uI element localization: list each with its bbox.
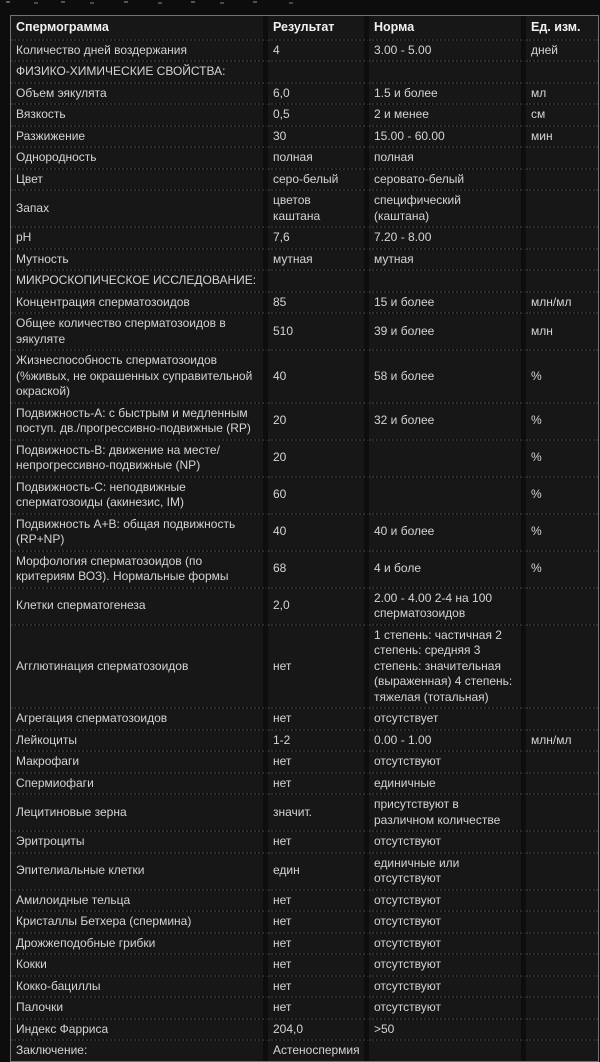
cell-norm: отсутствуют	[369, 891, 526, 913]
cell-norm: 15 и более	[369, 293, 526, 315]
cell-unit	[526, 832, 598, 854]
cell-unit: дней	[526, 41, 598, 63]
cell-result: нет	[268, 709, 369, 731]
cell-unit	[526, 795, 598, 832]
cell-norm: 1 степень: частичная 2 степень: средняя 3 степень: значительная (выраженная) 4 степень: тяжелая (тотальная)	[369, 626, 526, 710]
cell-result: 1-2	[268, 731, 369, 753]
cell-norm: 15.00 - 60.00	[369, 127, 526, 149]
header-row	[11, 16, 598, 41]
cell-unit	[526, 1020, 598, 1042]
col-header-test-name: Спермограмма	[11, 16, 268, 41]
cell-unit: млн/мл	[526, 293, 598, 315]
cell-result: нет	[268, 752, 369, 774]
table-row	[11, 934, 598, 956]
cell-norm: единичные	[369, 774, 526, 796]
cell-result: 40	[268, 351, 369, 404]
table-row	[11, 552, 598, 589]
spermogram-table	[10, 15, 599, 1062]
cell-result: нет	[268, 832, 369, 854]
cell-norm: 7.20 - 8.00	[369, 228, 526, 250]
cell-result: нет	[268, 626, 369, 710]
table-row	[11, 731, 598, 753]
cell-norm: полная	[369, 148, 526, 170]
cell-test-name: Мутность	[11, 250, 268, 272]
table-row	[11, 854, 598, 891]
cell-test-name: Запах	[11, 191, 268, 228]
table-row	[11, 84, 598, 106]
table-row	[11, 314, 598, 351]
cell-result: полная	[268, 148, 369, 170]
table-row	[11, 955, 598, 977]
cell-test-name: Лецитиновые зерна	[11, 795, 268, 832]
cell-result: значит.	[268, 795, 369, 832]
cell-norm: 0.00 - 1.00	[369, 731, 526, 753]
cell-test-name: Индекс Фарриса	[11, 1020, 268, 1042]
cell-norm: специфический (каштана)	[369, 191, 526, 228]
table-row	[11, 170, 598, 192]
cell-norm: >50	[369, 1020, 526, 1042]
table-row	[11, 515, 598, 552]
table-row	[11, 912, 598, 934]
cell-test-name: Агрегация сперматозоидов	[11, 709, 268, 731]
cell-norm: присутствуют в различном количестве	[369, 795, 526, 832]
clipped-text-fragment	[6, 1, 326, 5]
cell-test-name: Объем эякулята	[11, 84, 268, 106]
cell-norm: 1.5 и более	[369, 84, 526, 106]
clipped-text-speck	[6, 1, 10, 3]
table-row	[11, 293, 598, 315]
cell-norm: 39 и более	[369, 314, 526, 351]
cell-test-name: Дрожжеподобные грибки	[11, 934, 268, 956]
cell-unit	[526, 912, 598, 934]
cell-test-name: Морфология сперматозоидов (по критериям ВОЗ). Нормальные формы	[11, 552, 268, 589]
col-header-result: Результат	[268, 16, 369, 41]
cell-result: серо-белый	[268, 170, 369, 192]
cell-result: 60	[268, 478, 369, 515]
table-row	[11, 105, 598, 127]
cell-result: 204,0	[268, 1020, 369, 1042]
cell-unit: %	[526, 351, 598, 404]
cell-test-name: Лейкоциты	[11, 731, 268, 753]
cell-result: 30	[268, 127, 369, 149]
cell-unit: %	[526, 515, 598, 552]
table-row	[11, 774, 598, 796]
table-row	[11, 478, 598, 515]
cell-unit	[526, 250, 598, 272]
cell-norm: отсутствуют	[369, 912, 526, 934]
cell-norm: 32 и более	[369, 404, 526, 441]
cell-norm: серовато-белый	[369, 170, 526, 192]
cell-unit	[526, 934, 598, 956]
cell-unit: млн/мл	[526, 731, 598, 753]
cell-result: нет	[268, 934, 369, 956]
cell-unit	[526, 709, 598, 731]
cell-unit: %	[526, 552, 598, 589]
table-row	[11, 191, 598, 228]
cell-test-name: Подвижность А+В: общая подвижность (RP+NP)	[11, 515, 268, 552]
col-header-unit: Ед. изм.	[526, 16, 598, 41]
cell-unit: мин	[526, 127, 598, 149]
table-row	[11, 404, 598, 441]
cell-unit	[526, 752, 598, 774]
cell-test-name: Агглютинация сперматозоидов	[11, 626, 268, 710]
cell-unit: мл	[526, 84, 598, 106]
cell-result: 2,0	[268, 589, 369, 626]
cell-unit	[526, 626, 598, 710]
table-row	[11, 891, 598, 913]
cell-norm: отсутствуют	[369, 934, 526, 956]
cell-result: един	[268, 854, 369, 891]
cell-test-name: Кокко-бациллы	[11, 977, 268, 999]
cell-unit	[526, 589, 598, 626]
cell-norm: отсутствуют	[369, 832, 526, 854]
table-row	[11, 41, 598, 63]
cell-result: нет	[268, 977, 369, 999]
cell-norm: отсутствуют	[369, 955, 526, 977]
cell-norm	[369, 62, 526, 84]
cell-test-name: Подвижность-А: с быстрым и медленным поступ. дв./прогрессивно-подвижные (RP)	[11, 404, 268, 441]
cell-test-name: ФИЗИКО-ХИМИЧЕСКИЕ СВОЙСТВА:	[11, 62, 268, 84]
table-row	[11, 148, 598, 170]
table-row	[11, 1020, 598, 1042]
cell-test-name: Палочки	[11, 998, 268, 1020]
cell-norm: 4 и боле	[369, 552, 526, 589]
section-row	[11, 271, 598, 293]
cell-result: нет	[268, 891, 369, 913]
cell-result: 20	[268, 441, 369, 478]
table-row	[11, 795, 598, 832]
cell-unit	[526, 1041, 598, 1061]
cell-test-name: pH	[11, 228, 268, 250]
table-row	[11, 626, 598, 710]
cell-unit	[526, 170, 598, 192]
cell-test-name: Общее количество сперматозоидов в эякуляте	[11, 314, 268, 351]
cell-norm	[369, 1041, 526, 1061]
table-row	[11, 589, 598, 626]
cell-test-name: Спермиофаги	[11, 774, 268, 796]
cell-unit	[526, 271, 598, 293]
cell-unit	[526, 774, 598, 796]
cell-unit	[526, 854, 598, 891]
cell-result: 20	[268, 404, 369, 441]
cell-norm: 58 и более	[369, 351, 526, 404]
cell-result: нет	[268, 955, 369, 977]
cell-unit	[526, 148, 598, 170]
cell-norm: 2 и менее	[369, 105, 526, 127]
cell-unit: %	[526, 441, 598, 478]
table-row	[11, 977, 598, 999]
cell-test-name: Эпителиальные клетки	[11, 854, 268, 891]
cell-unit	[526, 891, 598, 913]
cell-test-name: Вязкость	[11, 105, 268, 127]
table-row	[11, 998, 598, 1020]
cell-unit	[526, 228, 598, 250]
table-row	[11, 1041, 598, 1061]
cell-test-name: Количество дней воздержания	[11, 41, 268, 63]
table-row	[11, 441, 598, 478]
cell-norm: отсутствуют	[369, 977, 526, 999]
cell-result: 6,0	[268, 84, 369, 106]
cell-test-name: Клетки сперматогенеза	[11, 589, 268, 626]
cell-result: нет	[268, 912, 369, 934]
cell-test-name: МИКРОСКОПИЧЕСКОЕ ИССЛЕДОВАНИЕ:	[11, 271, 268, 293]
table-row	[11, 228, 598, 250]
cell-unit: см	[526, 105, 598, 127]
cell-result: нет	[268, 998, 369, 1020]
cell-result: 0,5	[268, 105, 369, 127]
cell-result: нет	[268, 774, 369, 796]
cell-result: 68	[268, 552, 369, 589]
cell-test-name: Эритроциты	[11, 832, 268, 854]
cell-result: мутная	[268, 250, 369, 272]
section-row	[11, 62, 598, 84]
cell-result: цветов каштана	[268, 191, 369, 228]
cell-norm: мутная	[369, 250, 526, 272]
cell-unit	[526, 62, 598, 84]
cell-unit: %	[526, 404, 598, 441]
cell-norm: отсутствует	[369, 709, 526, 731]
cell-test-name: Кокки	[11, 955, 268, 977]
cell-norm: 2.00 - 4.00 2-4 на 100 сперматозоидов	[369, 589, 526, 626]
cell-result	[268, 271, 369, 293]
table-row	[11, 351, 598, 404]
cell-result: 85	[268, 293, 369, 315]
table-row	[11, 832, 598, 854]
cell-norm: 40 и более	[369, 515, 526, 552]
cell-test-name: Разжижение	[11, 127, 268, 149]
cell-test-name: Цвет	[11, 170, 268, 192]
cell-norm: 3.00 - 5.00	[369, 41, 526, 63]
cell-result: 4	[268, 41, 369, 63]
cell-test-name: Однородность	[11, 148, 268, 170]
cell-test-name: Заключение:	[11, 1041, 268, 1061]
cell-result	[268, 62, 369, 84]
table-row	[11, 127, 598, 149]
cell-test-name: Макрофаги	[11, 752, 268, 774]
cell-norm: отсутствуют	[369, 752, 526, 774]
cell-result: 40	[268, 515, 369, 552]
cell-norm	[369, 478, 526, 515]
col-header-norm: Норма	[369, 16, 526, 41]
cell-unit: млн	[526, 314, 598, 351]
cell-test-name: Кристаллы Бетхера (спермина)	[11, 912, 268, 934]
cell-unit: %	[526, 478, 598, 515]
cell-unit	[526, 955, 598, 977]
table-row	[11, 250, 598, 272]
cell-test-name: Подвижность-С: неподвижные сперматозоиды (акинезис, IM)	[11, 478, 268, 515]
cell-norm: единичные или отсутствуют	[369, 854, 526, 891]
cell-test-name: Концентрация сперматозоидов	[11, 293, 268, 315]
cell-test-name: Подвижность-В: движение на месте/ непрогрессивно-подвижные (NP)	[11, 441, 268, 478]
cell-result: 7,6	[268, 228, 369, 250]
table-row	[11, 752, 598, 774]
cell-norm: отсутствуют	[369, 998, 526, 1020]
cell-test-name: Амилоидные тельца	[11, 891, 268, 913]
cell-result: Астеноспермия	[268, 1041, 369, 1061]
cell-unit	[526, 977, 598, 999]
cell-norm	[369, 441, 526, 478]
cell-test-name: Жизнеспособность сперматозоидов (%живых, не окрашенных суправительной окраской)	[11, 351, 268, 404]
table-row	[11, 709, 598, 731]
cell-unit	[526, 191, 598, 228]
cell-result: 510	[268, 314, 369, 351]
cell-norm	[369, 271, 526, 293]
cell-unit	[526, 998, 598, 1020]
